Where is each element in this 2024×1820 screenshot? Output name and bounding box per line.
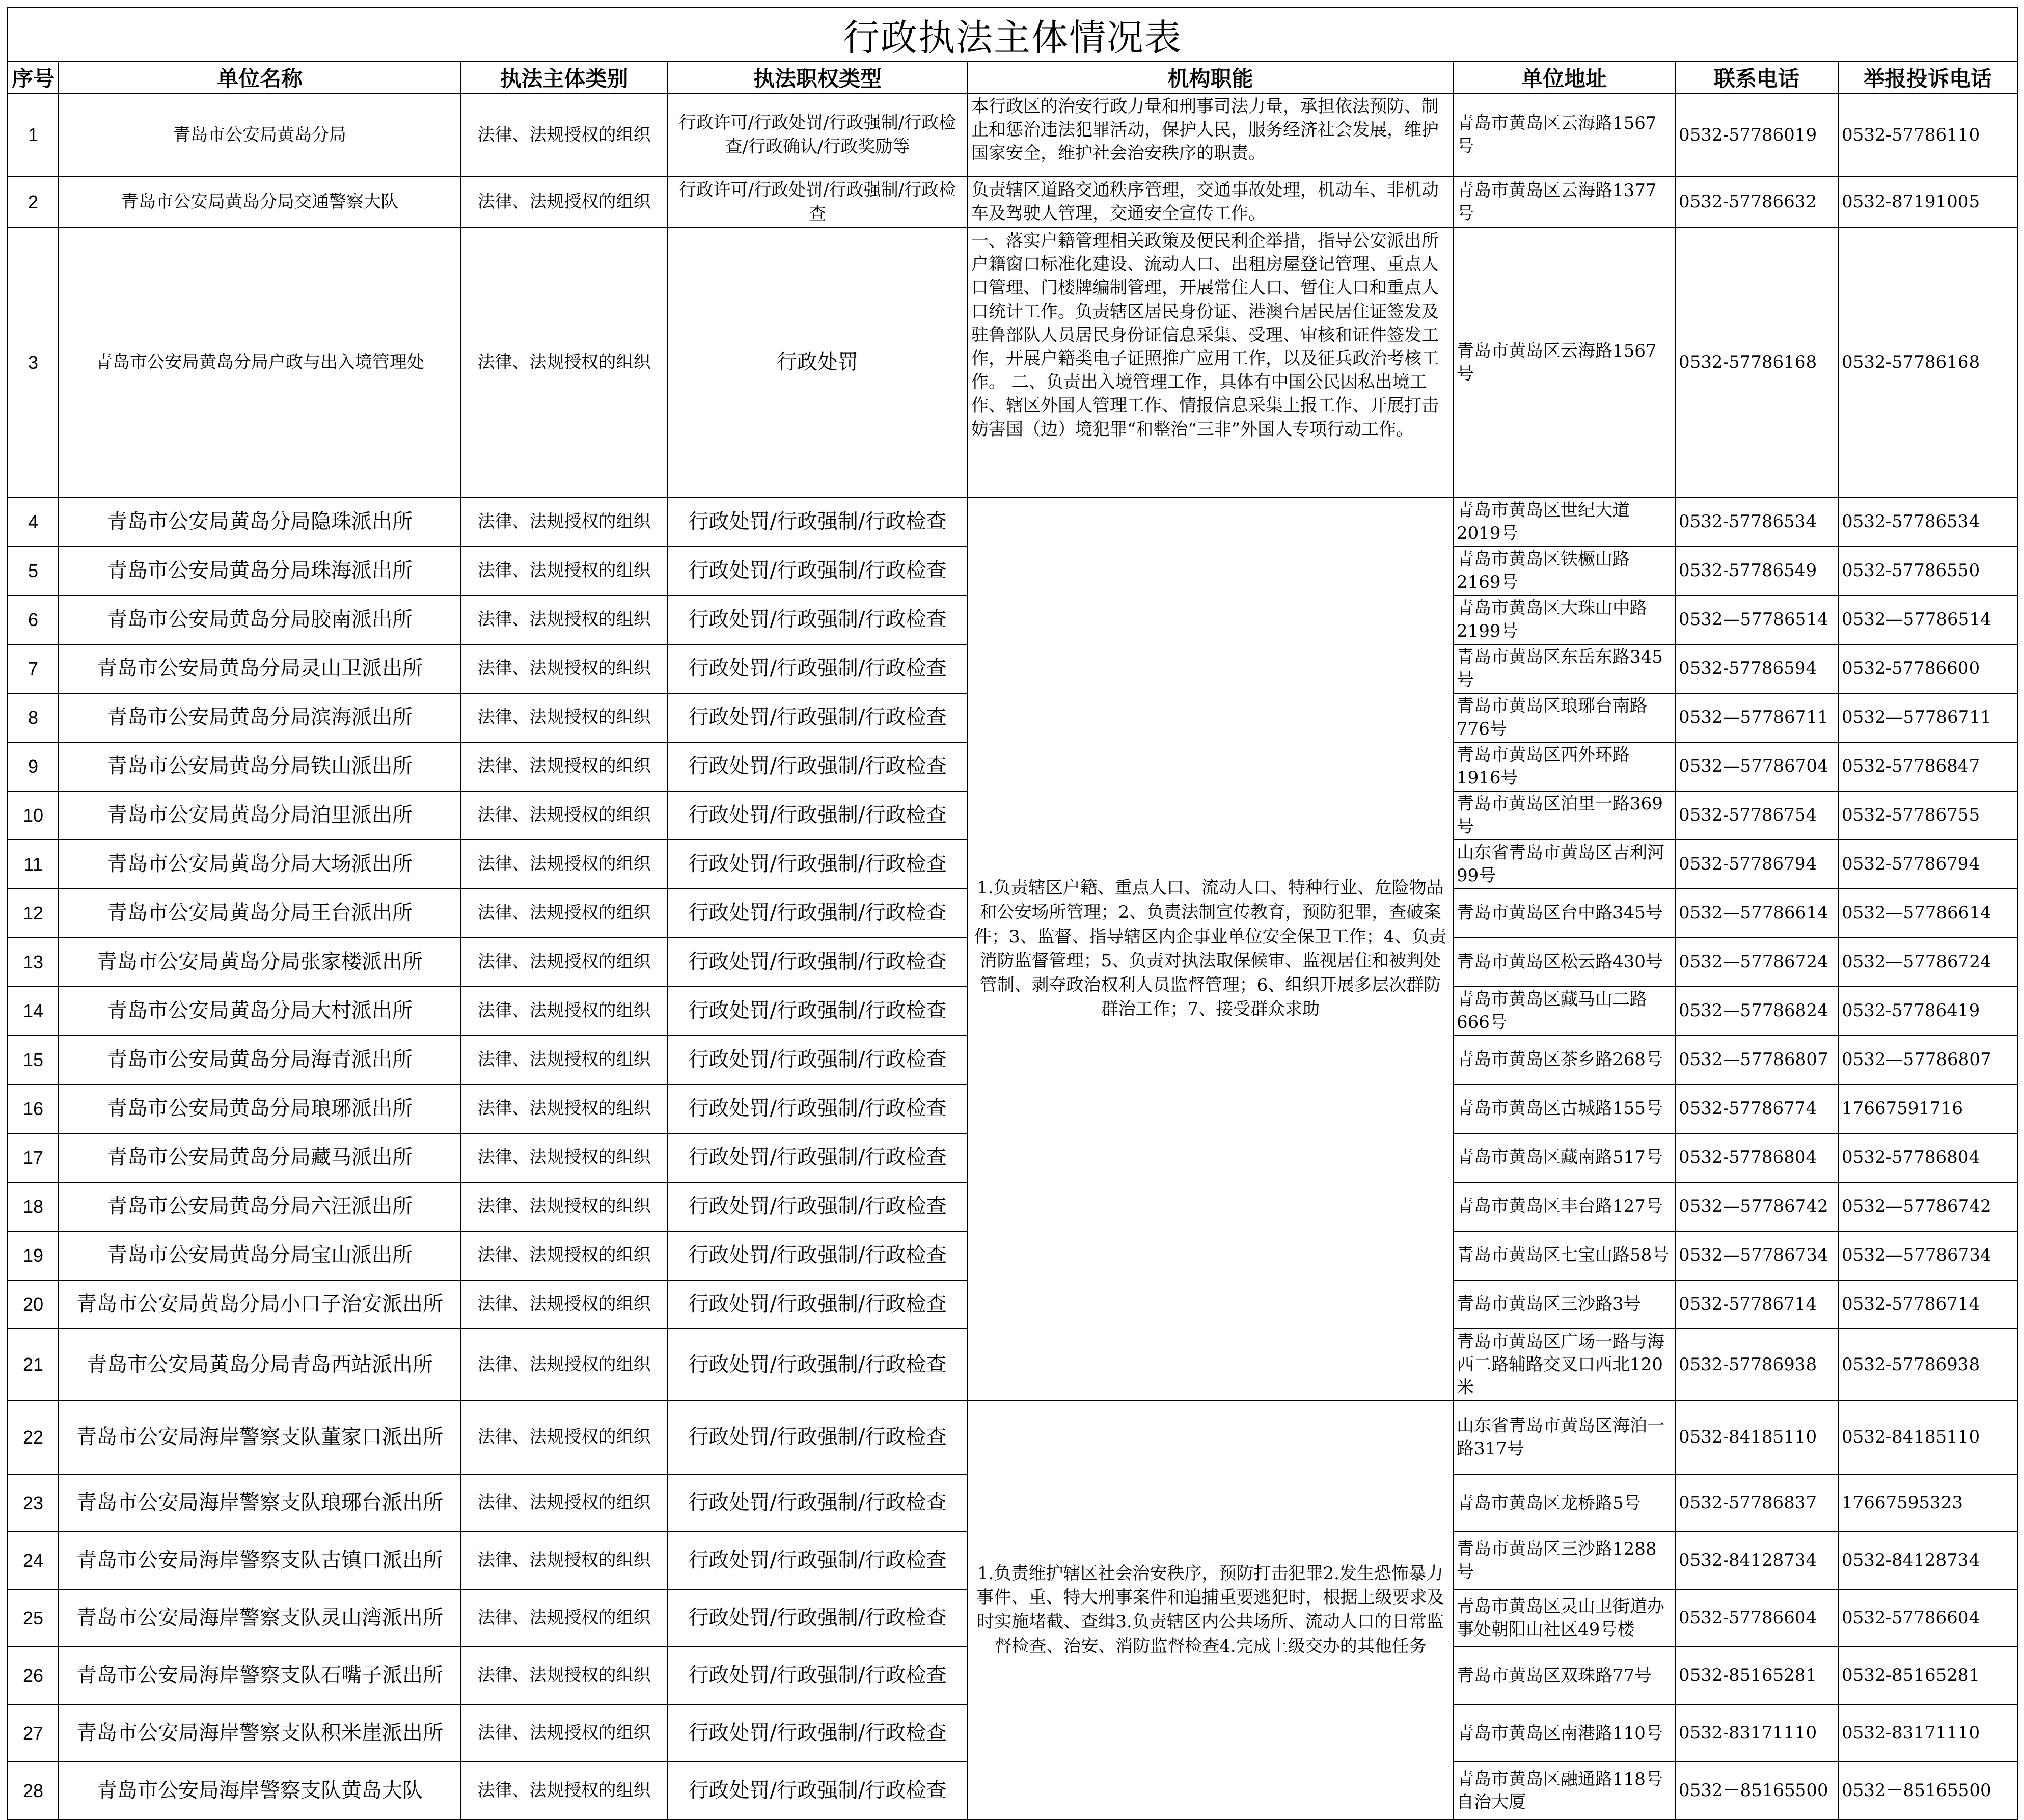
cell-name[interactable]: 青岛市公安局黄岛分局青岛西站派出所: [59, 1329, 461, 1401]
cell-name[interactable]: 青岛市公安局海岸警察支队灵山湾派出所: [59, 1589, 461, 1647]
cell-name[interactable]: 青岛市公安局黄岛分局海青派出所: [59, 1036, 461, 1084]
cell-address[interactable]: 青岛市黄岛区琅琊台南路776号: [1453, 693, 1675, 742]
header-phone[interactable]: 联系电话: [1675, 62, 1838, 93]
cell-power[interactable]: 行政处罚/行政强制/行政检查: [667, 840, 968, 889]
cell-report[interactable]: 0532-83171110: [1838, 1704, 2017, 1762]
header-report[interactable]: 举报投诉电话: [1838, 62, 2017, 93]
cell-category[interactable]: 法律、法规授权的组织: [461, 498, 667, 547]
cell-phone[interactable]: 0532-57786604: [1675, 1589, 1838, 1647]
cell-power[interactable]: 行政处罚/行政强制/行政检查: [667, 987, 968, 1036]
cell-address[interactable]: 青岛市黄岛区广场一路与海西二路辅路交叉口西北120米: [1453, 1329, 1675, 1401]
cell-power[interactable]: 行政处罚/行政强制/行政检查: [667, 693, 968, 742]
cell-seq[interactable]: 17: [8, 1133, 59, 1182]
cell-seq[interactable]: 26: [8, 1647, 59, 1704]
cell-category[interactable]: 法律、法规授权的组织: [461, 840, 667, 889]
header-power[interactable]: 执法职权类型: [667, 62, 968, 93]
cell-phone[interactable]: 0532—57786742: [1675, 1182, 1838, 1231]
cell-phone[interactable]: 0532-57786632: [1675, 177, 1838, 228]
header-name[interactable]: 单位名称: [59, 62, 461, 93]
cell-name[interactable]: 青岛市公安局黄岛分局滨海派出所: [59, 693, 461, 742]
cell-name[interactable]: 青岛市公安局海岸警察支队黄岛大队: [59, 1762, 461, 1819]
cell-power[interactable]: 行政处罚/行政强制/行政检查: [667, 1474, 968, 1532]
cell-address[interactable]: 青岛市黄岛区松云路430号: [1453, 938, 1675, 987]
cell-name[interactable]: 青岛市公安局海岸警察支队琅琊台派出所: [59, 1474, 461, 1532]
cell-duty-shared[interactable]: 1.负责维护辖区社会治安秩序，预防打击犯罪2.发生恐怖暴力事件、重、特大刑事案件和追捕重要逃犯时，根据上级要求及时实施堵截、查缉3.负责辖区内公共场所、流动人口的日常监督检查、治安、消防监督检查4.完成上级交办的其他任务: [968, 1400, 1453, 1819]
cell-power[interactable]: 行政处罚/行政强制/行政检查: [667, 1589, 968, 1647]
table-row: [8, 1400, 2017, 1474]
cell-category[interactable]: 法律、法规授权的组织: [461, 177, 667, 228]
cell-address[interactable]: 青岛市黄岛区龙桥路5号: [1453, 1474, 1675, 1532]
cell-category[interactable]: 法律、法规授权的组织: [461, 1647, 667, 1704]
cell-phone[interactable]: 0532—57786807: [1675, 1036, 1838, 1084]
cell-seq[interactable]: 15: [8, 1036, 59, 1084]
cell-duty[interactable]: 负责辖区道路交通秩序管理，交通事故处理，机动车、非机动车及驾驶人管理，交通安全宣传工作。: [968, 177, 1453, 228]
table-row: [8, 498, 2017, 547]
cell-phone[interactable]: 0532-57786714: [1675, 1280, 1838, 1329]
cell-address[interactable]: 青岛市黄岛区泊里一路369号: [1453, 791, 1675, 840]
cell-seq[interactable]: 2: [8, 177, 59, 228]
cell-address[interactable]: 青岛市黄岛区三沙路1288号: [1453, 1532, 1675, 1589]
cell-power[interactable]: 行政处罚/行政强制/行政检查: [667, 1084, 968, 1133]
cell-seq[interactable]: 4: [8, 498, 59, 547]
cell-address[interactable]: 青岛市黄岛区西外环路1916号: [1453, 742, 1675, 791]
cell-seq[interactable]: 20: [8, 1280, 59, 1329]
cell-report[interactable]: 0532—57786807: [1838, 1036, 2017, 1084]
cell-seq[interactable]: 23: [8, 1474, 59, 1532]
cell-seq[interactable]: 19: [8, 1231, 59, 1280]
cell-report[interactable]: 0532—57786514: [1838, 595, 2017, 644]
cell-seq[interactable]: 21: [8, 1329, 59, 1401]
cell-category[interactable]: 法律、法规授权的组织: [461, 93, 667, 177]
cell-seq[interactable]: 6: [8, 595, 59, 644]
cell-seq[interactable]: 3: [8, 228, 59, 498]
cell-report[interactable]: 0532-57786604: [1838, 1589, 2017, 1647]
cell-seq[interactable]: 10: [8, 791, 59, 840]
cell-seq[interactable]: 9: [8, 742, 59, 791]
cell-address[interactable]: 青岛市黄岛区古城路155号: [1453, 1084, 1675, 1133]
cell-power[interactable]: 行政许可/行政处罚/行政强制/行政检查/行政确认/行政奖励等: [667, 93, 968, 177]
table-row: [8, 177, 2017, 228]
cell-address[interactable]: 青岛市黄岛区藏马山二路666号: [1453, 987, 1675, 1036]
table-row: [8, 93, 2017, 177]
cell-name[interactable]: 青岛市公安局黄岛分局六汪派出所: [59, 1182, 461, 1231]
cell-category[interactable]: 法律、法规授权的组织: [461, 228, 667, 498]
cell-seq[interactable]: 8: [8, 693, 59, 742]
cell-phone[interactable]: 0532—57786711: [1675, 693, 1838, 742]
table-body: [8, 93, 2017, 1819]
cell-seq[interactable]: 16: [8, 1084, 59, 1133]
cell-seq[interactable]: 5: [8, 547, 59, 595]
cell-address[interactable]: 青岛市黄岛区融通路118号自治大厦: [1453, 1762, 1675, 1819]
cell-category[interactable]: 法律、法规授权的组织: [461, 1231, 667, 1280]
cell-address[interactable]: 青岛市黄岛区世纪大道2019号: [1453, 498, 1675, 547]
cell-report[interactable]: 0532-57786419: [1838, 987, 2017, 1036]
cell-name[interactable]: 青岛市公安局海岸警察支队积米崖派出所: [59, 1704, 461, 1762]
cell-address[interactable]: 青岛市黄岛区台中路345号: [1453, 889, 1675, 938]
cell-category[interactable]: 法律、法规授权的组织: [461, 987, 667, 1036]
cell-power[interactable]: 行政处罚/行政强制/行政检查: [667, 1036, 968, 1084]
cell-phone[interactable]: 0532—57786824: [1675, 987, 1838, 1036]
cell-report[interactable]: 17667591716: [1838, 1084, 2017, 1133]
cell-category[interactable]: 法律、法规授权的组织: [461, 1532, 667, 1589]
cell-power[interactable]: 行政处罚/行政强制/行政检查: [667, 1280, 968, 1329]
cell-power[interactable]: 行政处罚/行政强制/行政检查: [667, 742, 968, 791]
cell-category[interactable]: 法律、法规授权的组织: [461, 1704, 667, 1762]
cell-category[interactable]: 法律、法规授权的组织: [461, 938, 667, 987]
cell-phone[interactable]: 0532-57786794: [1675, 840, 1838, 889]
cell-power[interactable]: 行政处罚/行政强制/行政检查: [667, 1182, 968, 1231]
cell-phone[interactable]: 0532-57786774: [1675, 1084, 1838, 1133]
cell-report[interactable]: 0532－85165500: [1838, 1762, 2017, 1819]
cell-power[interactable]: 行政处罚/行政强制/行政检查: [667, 1647, 968, 1704]
cell-report[interactable]: 0532-57786804: [1838, 1133, 2017, 1182]
cell-report[interactable]: 17667595323: [1838, 1474, 2017, 1532]
cell-address[interactable]: 山东省青岛市黄岛区海泊一路317号: [1453, 1400, 1675, 1474]
cell-report[interactable]: 0532-57786550: [1838, 547, 2017, 595]
cell-category[interactable]: 法律、法规授权的组织: [461, 1280, 667, 1329]
cell-category[interactable]: 法律、法规授权的组织: [461, 742, 667, 791]
cell-seq[interactable]: 24: [8, 1532, 59, 1589]
cell-phone[interactable]: 0532-57786754: [1675, 791, 1838, 840]
header-address[interactable]: 单位地址: [1453, 62, 1675, 93]
cell-phone[interactable]: 0532—57786614: [1675, 889, 1838, 938]
cell-name[interactable]: 青岛市公安局黄岛分局隐珠派出所: [59, 498, 461, 547]
cell-category[interactable]: 法律、法规授权的组织: [461, 791, 667, 840]
cell-name[interactable]: 青岛市公安局黄岛分局大村派出所: [59, 987, 461, 1036]
cell-phone[interactable]: 0532-57786019: [1675, 93, 1838, 177]
cell-power[interactable]: 行政处罚/行政强制/行政检查: [667, 1532, 968, 1589]
cell-name[interactable]: 青岛市公安局黄岛分局珠海派出所: [59, 547, 461, 595]
cell-name[interactable]: 青岛市公安局黄岛分局: [59, 93, 461, 177]
cell-seq[interactable]: 27: [8, 1704, 59, 1762]
cell-duty[interactable]: 一、落实户籍管理相关政策及便民利企举措，指导公安派出所户籍窗口标准化建设、流动人口、出租房屋登记管理、重点人口管理、门楼牌编制管理，开展常住人口、暂住人口和重点人口统计工作。负责辖区居民身份证、港澳台居民居住证签发及驻鲁部队人员居民身份证信息采集、受理、审核和证件签发工作，开展户籍类电子证照推广应用工作，以及征兵政治考核工作。 二、负责出入境管理工作，具体有中国公民因私出境工作、辖区外国人管理工作、情报信息采集上报工作、开展打击妨害国（边）境犯罪“和整治“三非”外国人专项行动工作。: [968, 228, 1453, 498]
cell-phone[interactable]: 0532-57786594: [1675, 644, 1838, 693]
cell-category[interactable]: 法律、法规授权的组织: [461, 1762, 667, 1819]
header-duty[interactable]: 机构职能: [968, 62, 1453, 93]
cell-report[interactable]: 0532—57786742: [1838, 1182, 2017, 1231]
cell-name[interactable]: 青岛市公安局黄岛分局琅琊派出所: [59, 1084, 461, 1133]
table-title: 行政执法主体情况表: [8, 8, 2017, 62]
cell-power[interactable]: 行政许可/行政处罚/行政强制/行政检查: [667, 177, 968, 228]
cell-category[interactable]: 法律、法规授权的组织: [461, 1400, 667, 1474]
cell-name[interactable]: 青岛市公安局黄岛分局宝山派出所: [59, 1231, 461, 1280]
cell-phone[interactable]: 0532-57786938: [1675, 1329, 1838, 1401]
cell-name[interactable]: 青岛市公安局黄岛分局户政与出入境管理处: [59, 228, 461, 498]
cell-report[interactable]: 0532-57786714: [1838, 1280, 2017, 1329]
cell-address[interactable]: 青岛市黄岛区藏南路517号: [1453, 1133, 1675, 1182]
cell-name[interactable]: 青岛市公安局黄岛分局胶南派出所: [59, 595, 461, 644]
cell-report[interactable]: 0532-84128734: [1838, 1532, 2017, 1589]
header-category[interactable]: 执法主体类别: [461, 62, 667, 93]
cell-category[interactable]: 法律、法规授权的组织: [461, 595, 667, 644]
cell-duty[interactable]: 本行政区的治安行政力量和刑事司法力量，承担依法预防、制止和惩治违法犯罪活动，保护人民，服务经济社会发展，维护国家安全，维护社会治安秩序的职责。: [968, 93, 1453, 177]
cell-report[interactable]: 0532-57786755: [1838, 791, 2017, 840]
cell-category[interactable]: 法律、法规授权的组织: [461, 1182, 667, 1231]
cell-power[interactable]: 行政处罚/行政强制/行政检查: [667, 889, 968, 938]
cell-name[interactable]: 青岛市公安局黄岛分局王台派出所: [59, 889, 461, 938]
cell-address[interactable]: 青岛市黄岛区双珠路77号: [1453, 1647, 1675, 1704]
cell-power[interactable]: 行政处罚/行政强制/行政检查: [667, 498, 968, 547]
cell-seq[interactable]: 1: [8, 93, 59, 177]
cell-seq[interactable]: 14: [8, 987, 59, 1036]
cell-report[interactable]: 0532-57786600: [1838, 644, 2017, 693]
cell-power[interactable]: 行政处罚/行政强制/行政检查: [667, 1704, 968, 1762]
cell-seq[interactable]: 18: [8, 1182, 59, 1231]
cell-phone[interactable]: 0532-57786837: [1675, 1474, 1838, 1532]
cell-power[interactable]: 行政处罚/行政强制/行政检查: [667, 547, 968, 595]
cell-report[interactable]: 0532—57786724: [1838, 938, 2017, 987]
cell-category[interactable]: 法律、法规授权的组织: [461, 644, 667, 693]
cell-category[interactable]: 法律、法规授权的组织: [461, 1474, 667, 1532]
cell-name[interactable]: 青岛市公安局黄岛分局张家楼派出所: [59, 938, 461, 987]
cell-name[interactable]: 青岛市公安局黄岛分局灵山卫派出所: [59, 644, 461, 693]
cell-phone[interactable]: 0532—57786514: [1675, 595, 1838, 644]
cell-address[interactable]: 青岛市黄岛区云海路1567号: [1453, 93, 1675, 177]
cell-seq[interactable]: 28: [8, 1762, 59, 1819]
cell-report[interactable]: 0532-57786847: [1838, 742, 2017, 791]
cell-seq[interactable]: 11: [8, 840, 59, 889]
cell-seq[interactable]: 25: [8, 1589, 59, 1647]
cell-name[interactable]: 青岛市公安局黄岛分局交通警察大队: [59, 177, 461, 228]
enforcement-table: [7, 7, 2018, 1820]
cell-report[interactable]: 0532—57786734: [1838, 1231, 2017, 1280]
cell-phone[interactable]: 0532—57786724: [1675, 938, 1838, 987]
cell-name[interactable]: 青岛市公安局黄岛分局大场派出所: [59, 840, 461, 889]
cell-report[interactable]: 0532-57786938: [1838, 1329, 2017, 1401]
cell-address[interactable]: 青岛市黄岛区云海路1377号: [1453, 177, 1675, 228]
cell-address[interactable]: 青岛市黄岛区三沙路3号: [1453, 1280, 1675, 1329]
cell-address[interactable]: 青岛市黄岛区东岳东路345号: [1453, 644, 1675, 693]
cell-power[interactable]: 行政处罚/行政强制/行政检查: [667, 1231, 968, 1280]
cell-seq[interactable]: 22: [8, 1400, 59, 1474]
cell-name[interactable]: 青岛市公安局黄岛分局藏马派出所: [59, 1133, 461, 1182]
cell-phone[interactable]: 0532-84185110: [1675, 1400, 1838, 1474]
cell-phone[interactable]: 0532-57786534: [1675, 498, 1838, 547]
cell-power[interactable]: 行政处罚/行政强制/行政检查: [667, 644, 968, 693]
cell-power[interactable]: 行政处罚/行政强制/行政检查: [667, 595, 968, 644]
cell-category[interactable]: 法律、法规授权的组织: [461, 1329, 667, 1401]
header-seq[interactable]: 序号: [8, 62, 59, 93]
cell-category[interactable]: 法律、法规授权的组织: [461, 1036, 667, 1084]
cell-phone[interactable]: 0532－85165500: [1675, 1762, 1838, 1819]
cell-category[interactable]: 法律、法规授权的组织: [461, 1133, 667, 1182]
cell-category[interactable]: 法律、法规授权的组织: [461, 693, 667, 742]
cell-report[interactable]: 0532-57786110: [1838, 93, 2017, 177]
cell-seq[interactable]: 12: [8, 889, 59, 938]
cell-duty-shared[interactable]: 1.负责辖区户籍、重点人口、流动人口、特种行业、危险物品和公安场所管理；2、负责法制宣传教育，预防犯罪，查破案件；3、监督、指导辖区内企事业单位安全保卫工作；4、负责消防监督管理；5、负责对执法取保候审、监视居住和被判处管制、剥夺政治权利人员监督管理；6、组织开展多层次群防群治工作；7、接受群众求助: [968, 498, 1453, 1401]
cell-name[interactable]: 青岛市公安局海岸警察支队董家口派出所: [59, 1400, 461, 1474]
cell-category[interactable]: 法律、法规授权的组织: [461, 1084, 667, 1133]
cell-report[interactable]: 0532-87191005: [1838, 177, 2017, 228]
cell-name[interactable]: 青岛市公安局黄岛分局铁山派出所: [59, 742, 461, 791]
cell-power[interactable]: 行政处罚/行政强制/行政检查: [667, 1762, 968, 1819]
cell-address[interactable]: 青岛市黄岛区灵山卫街道办事处朝阳山社区49号楼: [1453, 1589, 1675, 1647]
cell-power[interactable]: 行政处罚/行政强制/行政检查: [667, 938, 968, 987]
cell-phone[interactable]: 0532—57786704: [1675, 742, 1838, 791]
cell-phone[interactable]: 0532—57786734: [1675, 1231, 1838, 1280]
cell-report[interactable]: 0532—57786711: [1838, 693, 2017, 742]
cell-category[interactable]: 法律、法规授权的组织: [461, 1589, 667, 1647]
cell-report[interactable]: 0532-84185110: [1838, 1400, 2017, 1474]
cell-report[interactable]: 0532—57786614: [1838, 889, 2017, 938]
cell-phone[interactable]: 0532-57786804: [1675, 1133, 1838, 1182]
cell-name[interactable]: 青岛市公安局海岸警察支队石嘴子派出所: [59, 1647, 461, 1704]
cell-report[interactable]: 0532-57786168: [1838, 228, 2017, 498]
cell-phone[interactable]: 0532-85165281: [1675, 1647, 1838, 1704]
cell-power[interactable]: 行政处罚: [667, 228, 968, 498]
cell-address[interactable]: 青岛市黄岛区云海路1567号: [1453, 228, 1675, 498]
cell-name[interactable]: 青岛市公安局黄岛分局小口子治安派出所: [59, 1280, 461, 1329]
cell-seq[interactable]: 7: [8, 644, 59, 693]
spreadsheet: [7, 7, 2017, 1820]
cell-address[interactable]: 青岛市黄岛区南港路110号: [1453, 1704, 1675, 1762]
cell-report[interactable]: 0532-85165281: [1838, 1647, 2017, 1704]
header-row: [8, 62, 2017, 93]
cell-address[interactable]: 青岛市黄岛区铁橛山路2169号: [1453, 547, 1675, 595]
cell-report[interactable]: 0532-57786534: [1838, 498, 2017, 547]
table-row: [8, 228, 2017, 498]
cell-report[interactable]: 0532-57786794: [1838, 840, 2017, 889]
cell-phone[interactable]: 0532-57786168: [1675, 228, 1838, 498]
cell-category[interactable]: 法律、法规授权的组织: [461, 547, 667, 595]
cell-seq[interactable]: 13: [8, 938, 59, 987]
cell-power[interactable]: 行政处罚/行政强制/行政检查: [667, 1400, 968, 1474]
cell-address[interactable]: 山东省青岛市黄岛区吉利河99号: [1453, 840, 1675, 889]
cell-address[interactable]: 青岛市黄岛区七宝山路58号: [1453, 1231, 1675, 1280]
cell-name[interactable]: 青岛市公安局黄岛分局泊里派出所: [59, 791, 461, 840]
cell-power[interactable]: 行政处罚/行政强制/行政检查: [667, 1133, 968, 1182]
cell-phone[interactable]: 0532-84128734: [1675, 1532, 1838, 1589]
cell-category[interactable]: 法律、法规授权的组织: [461, 889, 667, 938]
cell-power[interactable]: 行政处罚/行政强制/行政检查: [667, 1329, 968, 1401]
cell-address[interactable]: 青岛市黄岛区丰台路127号: [1453, 1182, 1675, 1231]
cell-name[interactable]: 青岛市公安局海岸警察支队古镇口派出所: [59, 1532, 461, 1589]
cell-power[interactable]: 行政处罚/行政强制/行政检查: [667, 791, 968, 840]
cell-phone[interactable]: 0532-83171110: [1675, 1704, 1838, 1762]
cell-address[interactable]: 青岛市黄岛区大珠山中路2199号: [1453, 595, 1675, 644]
cell-phone[interactable]: 0532-57786549: [1675, 547, 1838, 595]
cell-address[interactable]: 青岛市黄岛区茶乡路268号: [1453, 1036, 1675, 1084]
